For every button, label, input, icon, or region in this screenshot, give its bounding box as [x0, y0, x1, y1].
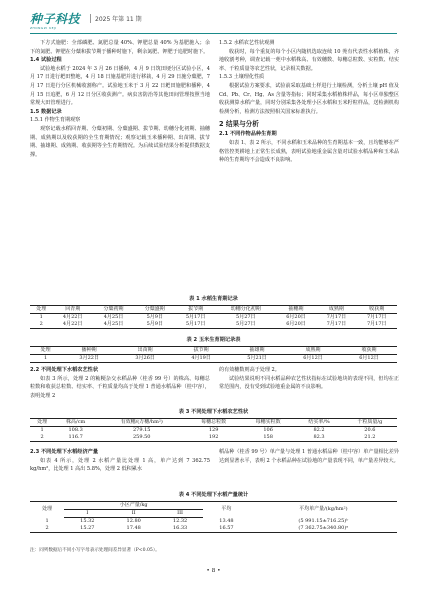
table-cell: 4月22日: [53, 321, 93, 329]
section-1-5-title: 1.5 数据记录: [30, 108, 62, 115]
table-row: [30, 314, 397, 322]
table-cell: 116.7: [54, 434, 97, 442]
section-2-1-title: 2.1 不同作物品种生育期: [219, 131, 277, 138]
table-cell: 5月9日: [134, 321, 175, 329]
table-3-header: 有效穗/(万穗/hm²): [97, 419, 186, 427]
table-cell: 13.48: [219, 517, 234, 524]
table-1-header: 抽穗期: [276, 306, 316, 314]
table-cell: 3月26日: [117, 355, 173, 363]
section-1-5-1-title: 1.5.1 作物生育期观察: [30, 117, 81, 124]
table-cell: 4月25日: [103, 314, 124, 320]
table-cell: 1: [30, 355, 61, 363]
table-cell: 158: [241, 434, 296, 442]
section-1-5-1-text: 观察记载水稻回青期、分蘖初期、分蘖盛期、拔节期、幼穗分化初期、抽穗期、成熟期以及收获期的全生育期情况；观察记载玉米播种期、出苗期、拔节期、抽雄期、成熟期、收获期等全生育期情况。为后续试验结果分析提供数据支撑。: [30, 125, 210, 158]
table-1: [30, 305, 397, 329]
section-2-2-left: [30, 366, 210, 400]
table-3-header: 每穗实粒数: [241, 419, 296, 427]
section-1-5-2-title: 1.5.2 水稻农艺性状观测: [219, 40, 275, 46]
table-cell: 259.50: [97, 434, 186, 442]
table-cell: 5月9日: [146, 314, 163, 320]
table-cell: 1: [39, 314, 43, 320]
section-2-1-text: 如表 1、表 2 所示，不同水稻和玉米品种的生育期基本一致，且均能够在严格管控类耕地上正常生长成熟，表明试验地重金属含量对试验水稻品种和玉米品种的生育期均不会造成不良影响。: [219, 139, 399, 164]
table-cell: 21.2: [343, 434, 397, 442]
table-cell: 1: [45, 517, 49, 524]
table-row: [30, 518, 397, 526]
table-cell: 192: [186, 434, 241, 442]
table-cell: 17.48: [111, 525, 157, 533]
table-1-header: 回青期: [53, 306, 93, 314]
section-1-5-2-text: 收获时，每个重复的每个小区内随机选取连续 10 蔸有代表性水稻植株，齐地收割考种，调查记载一蔸中水稻株高、有效穗数、每穗总粒数、实粒数、结实率、千粒质量等农艺性状，记录相关数据。: [219, 48, 399, 72]
table-cell: 16.57: [203, 525, 249, 533]
table-4: [30, 501, 397, 533]
table-cell: 6月20日: [286, 314, 306, 320]
table-3-header: 株高/cm: [54, 419, 97, 427]
page-header: [30, 10, 397, 32]
table-cell: 6月12日: [285, 355, 341, 363]
table-row: [30, 434, 397, 442]
table-4-header: 平均: [203, 502, 249, 518]
table-cell: 7月17日: [357, 321, 397, 329]
right-column-top: [219, 39, 399, 165]
table-4-header: II: [111, 510, 157, 518]
table-cell: 12.32: [172, 518, 188, 524]
table-cell: 82.3: [295, 434, 342, 442]
table-cell: 82.2: [313, 427, 325, 433]
table-2: [30, 346, 397, 363]
table-note: 注：同列数据后不同小写字母表示处理间差异显著（P<0.05）。: [30, 548, 160, 553]
table-cell: 129: [208, 427, 219, 433]
table-2-header: 拔节期: [173, 347, 229, 355]
table-cell: 5月21日: [229, 355, 285, 363]
table-4-header: III: [157, 510, 203, 518]
section-1-5-3-title: 1.5.3 土壤理化性质: [219, 74, 265, 81]
table-2-header: 收获期: [341, 347, 397, 355]
table-4-header: I: [64, 510, 110, 518]
table-cell: 1: [40, 427, 44, 433]
table-cell: 7月17日: [316, 321, 356, 329]
table-cell: 15.32: [80, 518, 95, 524]
table-cell: 2: [30, 321, 53, 329]
left-column-top: [30, 39, 210, 159]
table-4-group-header: 小区产量/kg: [64, 502, 203, 510]
table-1-header: 处理: [30, 306, 53, 314]
section-2-3-text-right: 稻品种（桂香 99 号）单产量与处理 1 普通水稻品种（桂中容）单产量相比差异达到显著水平，表明 2 个水稻品种在试验地的产量表现不同，单产量差异较大。: [219, 449, 399, 464]
table-cell: 15.27: [64, 525, 110, 533]
table-4-header: 平均单产量/(kg/hm²): [250, 502, 397, 518]
issue-label: 2025 年第 11 期: [90, 14, 142, 23]
section-2-2-text-right-2: 试验结果说明不同水稻品种农艺性状指标在试验地块的表现不同，但均在正常范围内，没有受到试验地重金属的不良影响。: [219, 375, 399, 391]
table-cell: 5月27日: [216, 321, 276, 329]
table-cell: (5 991.15±716.25)ᵇ: [298, 517, 349, 524]
table-2-header: 处理: [30, 347, 61, 355]
section-1-4-title: 1.4 试验过程: [30, 57, 62, 64]
table-1-header: 分蘖盛期: [134, 306, 175, 314]
table-2-header: 成熟期: [285, 347, 341, 355]
section-1-4-text: 试验地水稻于 2024 年 3 月 26 日播种，4 月 9 日筑田埂分区试验小区，4 月 17 日进行耙田整地，4 月 18 日施基肥并进行移栽，4 月 29 日施分蘖肥，7 月 17 日进行分区机械收割称产。试验地玉米于 3 月 22 日耙田施肥和播种，4 月 15 日追肥，6 月 12 日分区收获测产。病虫害防治等其他田间管理按照当地常规大田管理进行。: [30, 65, 210, 107]
table-2-title: 表 2 玉米生育期记录表: [186, 337, 241, 343]
fertilizer-paragraph: 下方式施肥：全部磷肥、氮肥总量 40%、钾肥总量 40% 为基肥施入；余下的氮肥、钾肥在分蘖和拔节期于播种时施下，剩余氮肥、钾肥于追肥时施下。: [30, 40, 210, 55]
section-2-2-text-left: 如表 3 所示，处理 2 的籼粳杂交水稻品种（桂香 99 号）的株高、每穗总粒数和收获总粒数、结实率、千粒质量均高于处理 1 普通水稻品种（桂中容），表明处理 2: [30, 375, 210, 399]
table-1-header: 幼穗分化初期: [216, 306, 276, 314]
table-3: [30, 418, 397, 442]
table-3-header: 处理: [30, 419, 54, 427]
table-cell: 2: [30, 434, 54, 442]
section-1-5-3-text: 根据试验方案要求，试验前采取基础土样进行土壤检测，分析土壤 pH 值及 Cd、Pb、Cr、Hg、As 含量等指标；同时采集水稻植株样品，每小区单独整区收获测算水稻产量，同时分别采集各处理小区水稻和玉米籽粒样品，送检测机构检测分析，检测方法按照相关国家标准执行。: [219, 82, 399, 115]
table-cell: (7 362.75±340.80)ᵃ: [250, 525, 397, 533]
table-cell: 2: [30, 525, 64, 533]
page-number: • 8 •: [206, 568, 221, 574]
table-cell: 4月22日: [62, 314, 83, 320]
table-2-header: 抽雄期: [229, 347, 285, 355]
section-2-2-text-right: 的有效穗数则高于处理 2。: [219, 367, 280, 373]
table-cell: 12.80: [126, 518, 141, 524]
table-1-header: 成熟期: [316, 306, 356, 314]
section-2-3-left: [30, 448, 210, 474]
table-cell: 4月19日: [173, 355, 229, 363]
section-2-3-text-left: 如表 4 所示，处理 2 水稻产量比处理 1 高，单产达到 7 362.75 kg/hm²，比处理 1 高出 5.8%，处理 2 低积累水: [30, 457, 210, 473]
table-cell: 6月12日: [341, 355, 397, 363]
table-cell: 7月17日: [326, 314, 347, 320]
table-row: [30, 355, 397, 363]
section-2-3-right: [219, 448, 399, 465]
table-row: [30, 427, 397, 435]
table-1-header: 分蘖初期: [93, 306, 134, 314]
section-2-2-title: 2.2 不同处理下水稻农艺性状: [30, 367, 99, 373]
table-1-header: 拔节期: [175, 306, 215, 314]
logo-main-text: 种子科技: [30, 12, 81, 26]
logo-sub-text: ZHONGZI KEJI: [30, 26, 57, 30]
table-cell: 5月27日: [236, 314, 256, 320]
table-cell: 5月17日: [175, 321, 215, 329]
table-2-header: 出苗期: [117, 347, 173, 355]
table-2-header: 播种期: [61, 347, 117, 355]
table-3-header: 结实率/%: [295, 419, 342, 427]
table-1-title: 表 1 水稻生育期记录: [189, 296, 238, 302]
section-2-2-right: [219, 366, 399, 392]
table-cell: 7月17日: [367, 314, 387, 320]
section-2-3-title: 2.3 不同处理下水稻经济产量: [30, 449, 99, 455]
table-4-header: 处理: [30, 502, 64, 518]
table-cell: 16.33: [157, 525, 203, 533]
table-4-title: 表 4 不同处理下水稻产量统计: [178, 492, 249, 498]
header-divider: [30, 33, 397, 34]
table-1-header: 收获期: [357, 306, 397, 314]
table-3-header: 每穗总粒数: [186, 419, 241, 427]
table-row: [30, 321, 397, 329]
table-3-title: 表 3 不同处理下水稻农艺性状: [178, 409, 249, 415]
table-row: [30, 525, 397, 533]
table-cell: 106: [263, 427, 273, 433]
table-cell: 4月25日: [93, 321, 134, 329]
table-cell: 5月17日: [185, 314, 206, 320]
table-cell: 6月20日: [276, 321, 316, 329]
table-cell: 108.3: [68, 427, 83, 433]
table-cell: 20.6: [364, 427, 376, 433]
journal-logo: [30, 10, 80, 30]
table-cell: 279.15: [132, 427, 151, 433]
table-3-header: 千粒质量/g: [343, 419, 397, 427]
section-2-title: 2 结果与分析: [219, 120, 259, 129]
table-cell: 3月22日: [61, 355, 117, 363]
